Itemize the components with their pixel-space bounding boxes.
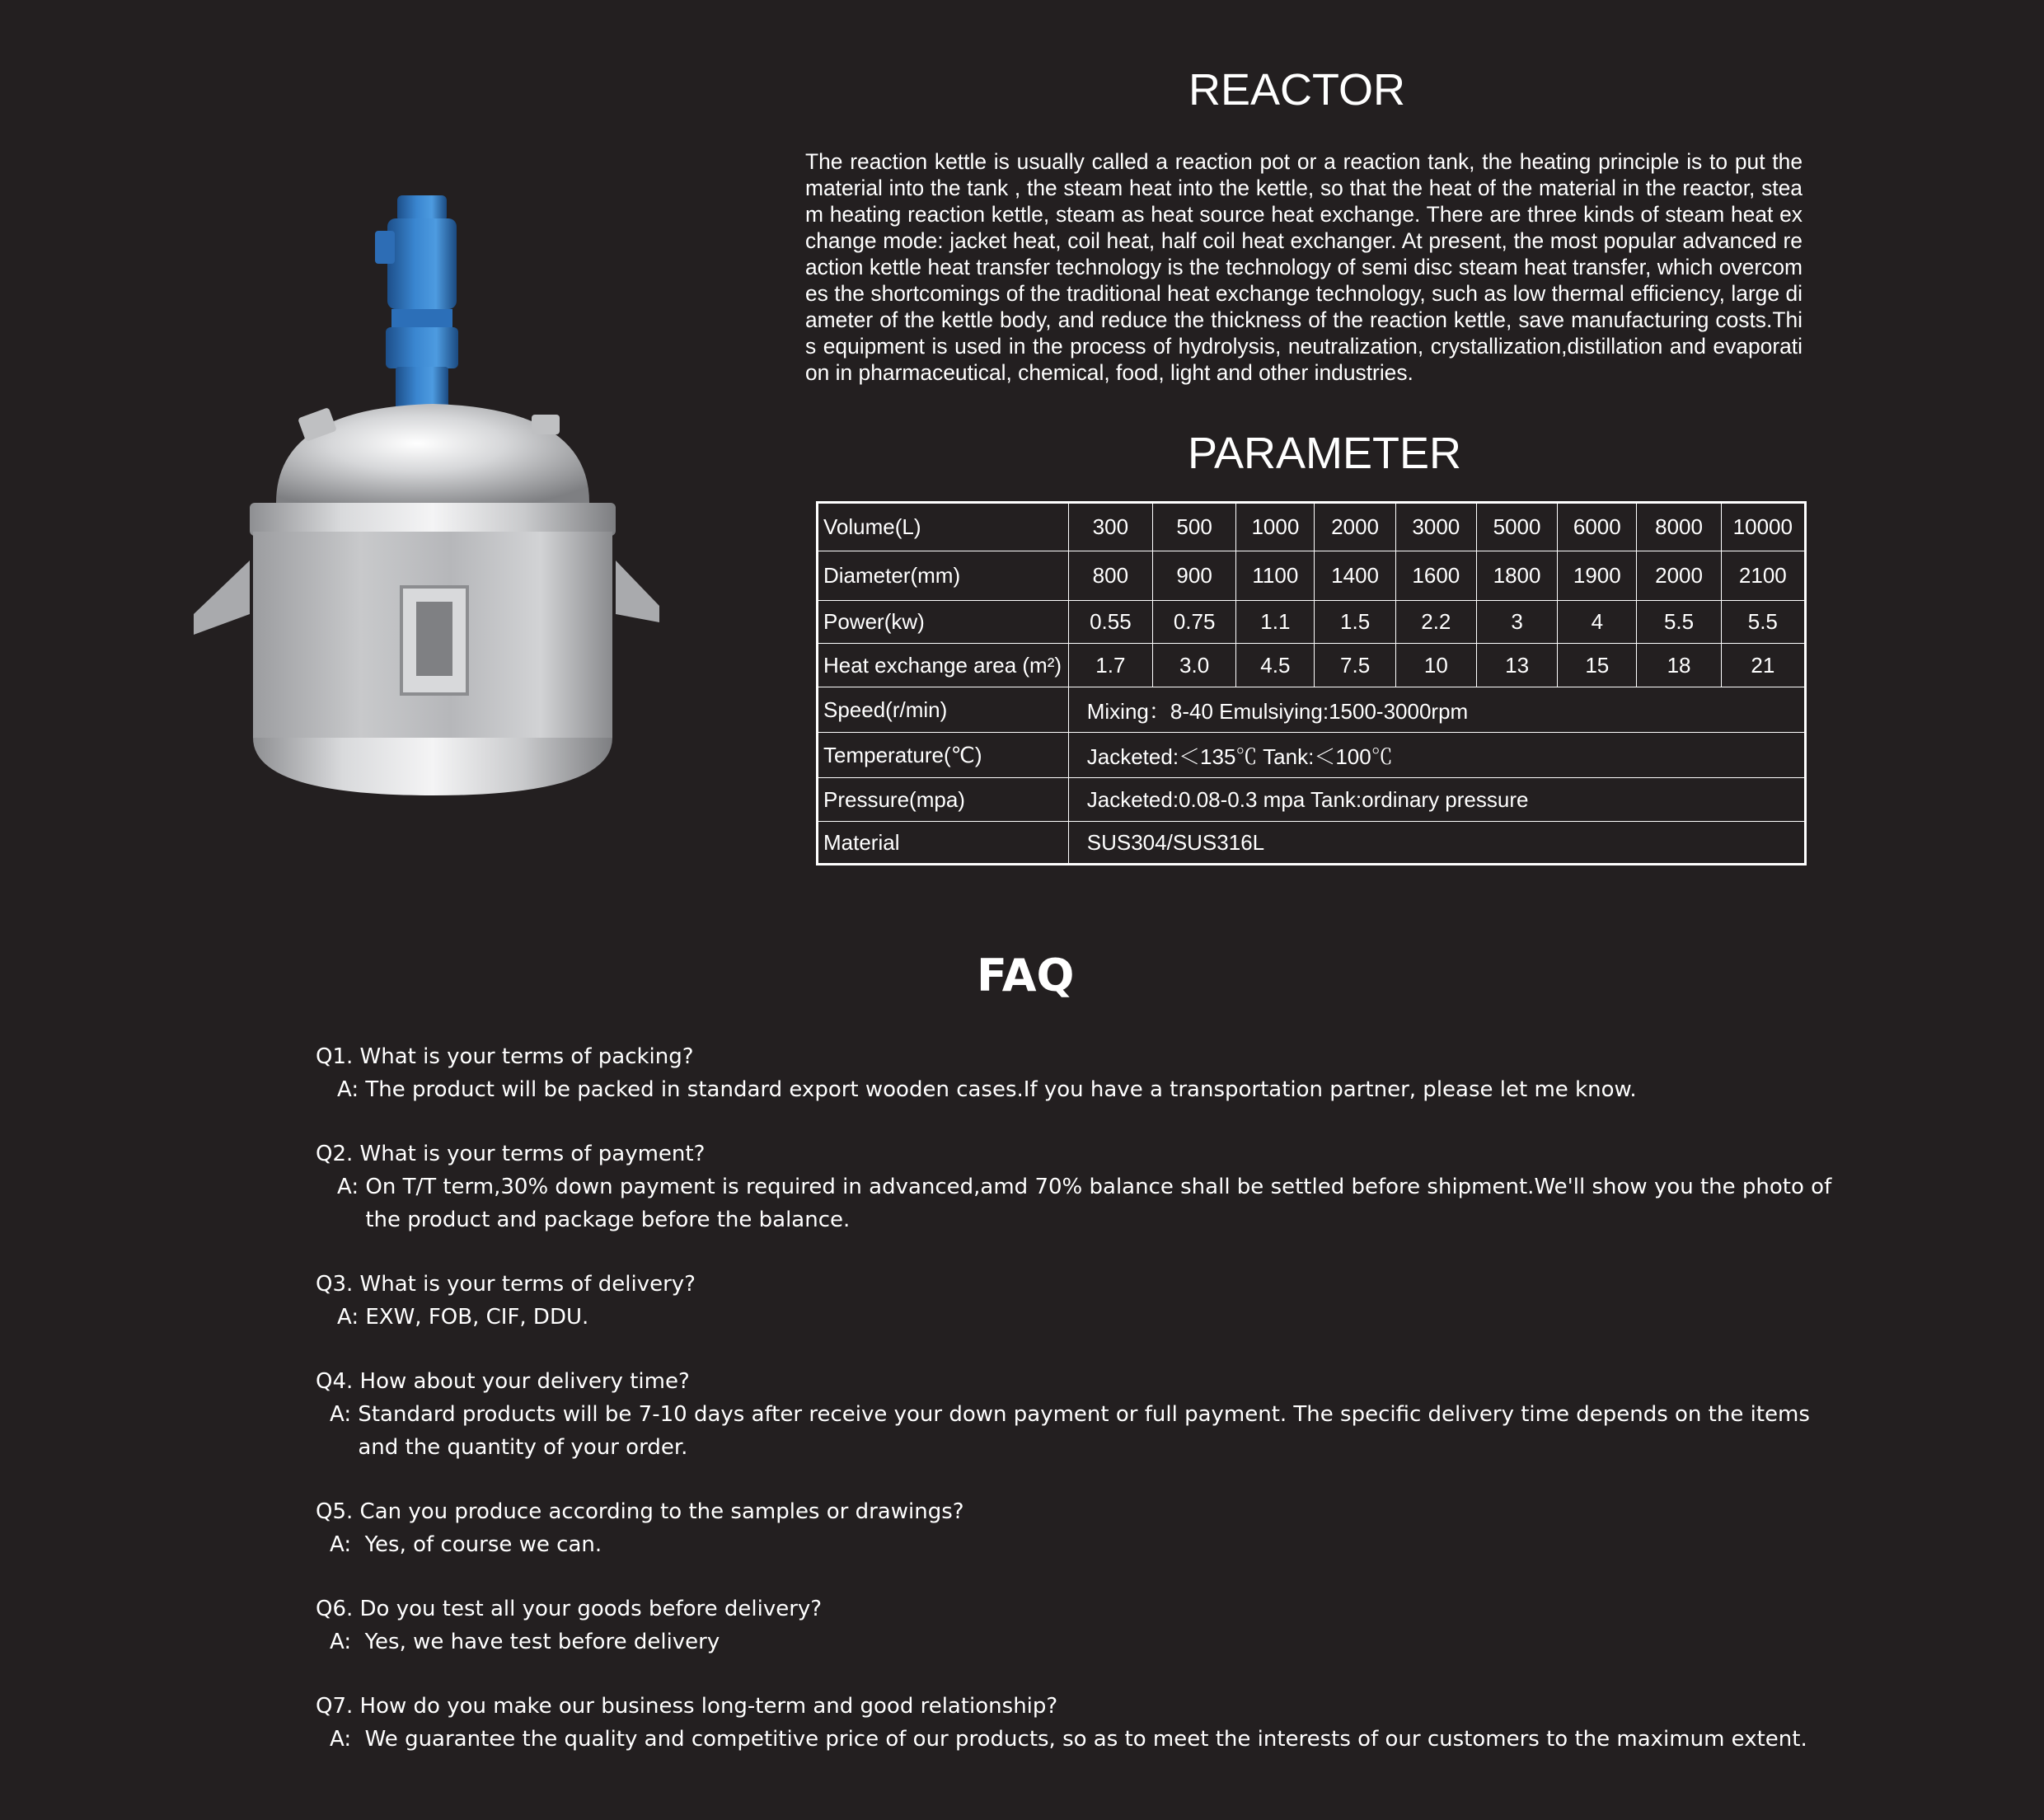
table-cell: 900: [1153, 551, 1236, 601]
table-cell: 3000: [1395, 503, 1476, 551]
table-cell: 10000: [1721, 503, 1805, 551]
table-cell: Jacketed:0.08-0.3 mpa Tank:ordinary pressure: [1068, 778, 1805, 822]
faq-item: [316, 1138, 1840, 1236]
faq-question: Q1. What is your terms of packing?: [316, 1044, 694, 1069]
table-cell: 800: [1068, 551, 1152, 601]
table-cell: Mixing：8-40 Emulsiying:1500-3000rpm: [1068, 687, 1805, 733]
faq-item: [316, 1690, 1840, 1756]
table-cell: Jacketed:＜135℃ Tank:＜100℃: [1068, 733, 1805, 778]
table-cell: 1600: [1395, 551, 1476, 601]
table-row: [818, 503, 1806, 551]
table-cell: 500: [1153, 503, 1236, 551]
row-label: Temperature(℃): [818, 733, 1069, 778]
parameter-title: PARAMETER: [1188, 429, 1462, 478]
faq-answer: [316, 1301, 1840, 1334]
table-cell: 7.5: [1315, 644, 1395, 687]
faq-item: [316, 1592, 1840, 1658]
faq-answer: [316, 1625, 1840, 1658]
table-row: [818, 778, 1806, 822]
table-cell: 2100: [1721, 551, 1805, 601]
row-label: Diameter(mm): [818, 551, 1069, 601]
parameter-table: [816, 501, 1807, 865]
row-label: Pressure(mpa): [818, 778, 1069, 822]
faq-answer-prefix: A:: [337, 1305, 366, 1330]
table-cell: 1900: [1558, 551, 1637, 601]
table-cell: 1000: [1236, 503, 1315, 551]
faq-answer-prefix: A:: [330, 1727, 365, 1752]
reactor-description: The reaction kettle is usually called a reaction pot or a reaction tank, the heating principle is to put the material into the tank , the steam heat into the kettle, so that the heat of the material in the reactor, steam heating reaction kettle, steam as heat source heat exchange. There are three kinds of steam heat exchange mode: jacket heat, coil heat, half coil heat exchanger. At present, the most popular advanced reaction kettle heat transfer technology is the technology of semi disc steam heat transfer, which overcomes the shortcomings of the traditional heat exchange technology, such as low thermal efficiency, large diameter of the kettle body, and reduce the thickness of the reaction kettle, save manufacturing costs.This equipment is used in the process of hydrolysis, neutralization, crystallization,distillation and evaporation in pharmaceutical, chemical, food, light and other industries.: [805, 149, 1803, 385]
table-cell: 4: [1558, 601, 1637, 644]
faq-question: Q7. How do you make our business long-term and good relationship?: [316, 1694, 1058, 1719]
faq-answer-text: EXW, FOB, CIF, DDU.: [365, 1305, 589, 1330]
faq-answer-prefix: A:: [337, 1077, 366, 1102]
table-cell: 5000: [1476, 503, 1557, 551]
table-cell: 18: [1637, 644, 1721, 687]
faq-item: [316, 1495, 1840, 1561]
table-cell: 4.5: [1236, 644, 1315, 687]
faq-answer-text: The product will be packed in standard export wooden cases.If you have a transportation partner, please let me know.: [365, 1077, 1637, 1102]
faq-answer: [316, 1528, 1840, 1561]
row-label: Volume(L): [818, 503, 1069, 551]
faq-answer-prefix: A:: [330, 1532, 365, 1557]
table-cell: 13: [1476, 644, 1557, 687]
faq-item: [316, 1365, 1840, 1464]
table-cell: 1800: [1476, 551, 1557, 601]
table-cell: 300: [1068, 503, 1152, 551]
table-cell: 0.55: [1068, 601, 1152, 644]
table-cell: 6000: [1558, 503, 1637, 551]
table-row: [818, 687, 1806, 733]
faq-title: FAQ: [977, 950, 1075, 1001]
faq-answer-prefix: A:: [330, 1402, 359, 1427]
table-cell: 5.5: [1721, 601, 1805, 644]
faq-question: Q2. What is your terms of payment?: [316, 1142, 706, 1166]
table-row: [818, 551, 1806, 601]
table-cell: 2000: [1637, 551, 1721, 601]
faq-question: Q4. How about your delivery time?: [316, 1369, 690, 1394]
faq-answer-prefix: A:: [330, 1630, 365, 1654]
table-cell: 1.7: [1068, 644, 1152, 687]
faq-item: [316, 1268, 1840, 1334]
table-cell: 1400: [1315, 551, 1395, 601]
table-cell: 1.1: [1236, 601, 1315, 644]
table-cell: 1.5: [1315, 601, 1395, 644]
reactor-title: REACTOR: [1188, 65, 1406, 115]
faq-answer: [316, 1073, 1840, 1106]
faq-item: [316, 1040, 1840, 1106]
faq-question: Q3. What is your terms of delivery?: [316, 1272, 696, 1297]
faq-question: Q5. Can you produce according to the samples or drawings?: [316, 1499, 964, 1524]
table-cell: 21: [1721, 644, 1805, 687]
table-cell: 3.0: [1153, 644, 1236, 687]
faq-answer-text: Yes, we have test before delivery: [364, 1630, 720, 1654]
table-cell: 10: [1395, 644, 1476, 687]
faq-answer: [316, 1170, 1840, 1236]
table-cell: 15: [1558, 644, 1637, 687]
row-label: Heat exchange area (m²): [818, 644, 1069, 687]
table-row: [818, 822, 1806, 865]
faq-answer: [316, 1398, 1840, 1464]
table-row: [818, 644, 1806, 687]
row-label: Power(kw): [818, 601, 1069, 644]
faq-answer-text: Yes, of course we can.: [364, 1532, 602, 1557]
row-label: Material: [818, 822, 1069, 865]
faq-answer: [316, 1723, 1840, 1756]
reactor-image: [185, 185, 663, 795]
table-row: [818, 733, 1806, 778]
faq-answer-text: Standard products will be 7-10 days after receive your down payment or full payment. The specific delivery time depends on the items and the quantity of your order.: [358, 1402, 1810, 1460]
table-cell: 3: [1476, 601, 1557, 644]
table-cell: SUS304/SUS316L: [1068, 822, 1805, 865]
faq-answer-text: On T/T term,30% down payment is required in advanced,amd 70% balance shall be settled before shipment.We'll show you the photo of the product and package before the balance.: [365, 1175, 1832, 1232]
table-cell: 1100: [1236, 551, 1315, 601]
faq-answer-text: We guarantee the quality and competitive price of our products, so as to meet the interests of our customers to the maximum extent.: [364, 1727, 1807, 1752]
table-row: [818, 601, 1806, 644]
table-cell: 5.5: [1637, 601, 1721, 644]
faq-answer-prefix: A:: [337, 1175, 366, 1199]
row-label: Speed(r/min): [818, 687, 1069, 733]
table-cell: 8000: [1637, 503, 1721, 551]
faq-question: Q6. Do you test all your goods before delivery?: [316, 1597, 823, 1621]
table-cell: 2.2: [1395, 601, 1476, 644]
table-cell: 2000: [1315, 503, 1395, 551]
table-cell: 0.75: [1153, 601, 1236, 644]
faq-list: [316, 1040, 1840, 1787]
